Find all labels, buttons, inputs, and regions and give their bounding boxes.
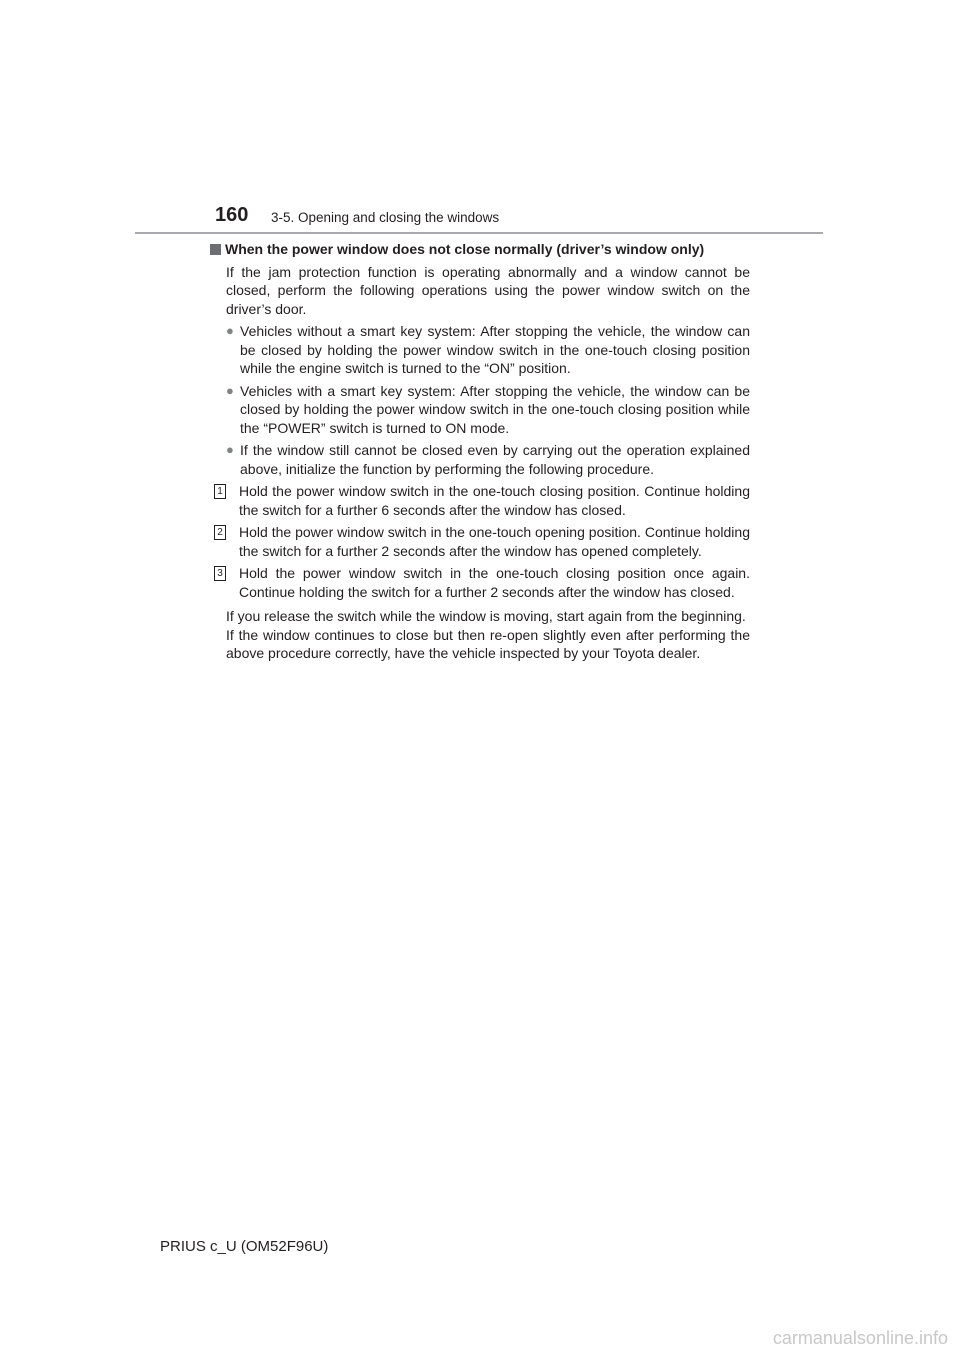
procedure-step: [214, 523, 750, 560]
heading-text: When the power window does not close normally (driver’s window only): [225, 241, 705, 257]
bullet-dot-icon: ●: [226, 442, 234, 457]
bullet-dot-icon: ●: [226, 323, 234, 338]
step-number-badge: 3: [214, 566, 226, 581]
bullet-text: Vehicles with a smart key system: After stopping the vehicle, the window can be closed by holding the power window switch in the one-touch closing position while the “POWER” switch is turned to ON mode.: [240, 382, 750, 436]
procedure-step: [214, 564, 750, 601]
note-restart: If you release the switch while the window is moving, start again from the beginning.: [226, 608, 746, 624]
list-item: [226, 382, 750, 438]
watermark: carmanualsonline.info: [772, 1328, 948, 1348]
bullet-dot-icon: ●: [226, 382, 234, 398]
step-number-badge: 1: [214, 484, 226, 499]
footer-model: PRIUS c_U (OM52F96U): [160, 1238, 329, 1255]
page-header: [215, 203, 825, 233]
intro-paragraph: If the jam protection function is operating abnormally and a window cannot be closed, perform the following operations using the power window switch on the driver’s door.: [226, 263, 750, 317]
procedure-step: [214, 482, 750, 519]
square-bullet-icon: [210, 244, 221, 255]
step-text: Hold the power window switch in the one-touch closing position. Continue holding the switch for a further 6 seconds after the window has closed.: [239, 483, 750, 518]
page-number: 160: [215, 204, 249, 226]
main-content: [210, 240, 750, 663]
step-text: Hold the power window switch in the one-touch closing position once again. Continue holding the switch for a further 2 seconds after the window has closed.: [239, 565, 750, 600]
list-item: [226, 441, 750, 478]
header-divider: [135, 232, 823, 234]
list-item: [226, 322, 750, 378]
step-text: Hold the power window switch in the one-touch opening position. Continue holding the switch for a further 2 seconds after the window has opened completely.: [239, 524, 750, 559]
section-title: 3-5. Opening and closing the windows: [271, 210, 500, 225]
section-heading: [210, 240, 750, 259]
bullet-text: Vehicles without a smart key system: After stopping the vehicle, the window can be closed by holding the power window switch in the one-touch closing position while the engine switch is turned to the “ON” position.: [240, 323, 750, 376]
step-number-badge: 2: [214, 525, 226, 540]
bullet-text: If the window still cannot be closed even by carrying out the operation explained above, initialize the function by performing the following procedure.: [240, 442, 750, 477]
note-dealer: If the window continues to close but then re-open slightly even after performing the above procedure correctly, have the vehicle inspected by your Toyota dealer.: [226, 626, 750, 661]
